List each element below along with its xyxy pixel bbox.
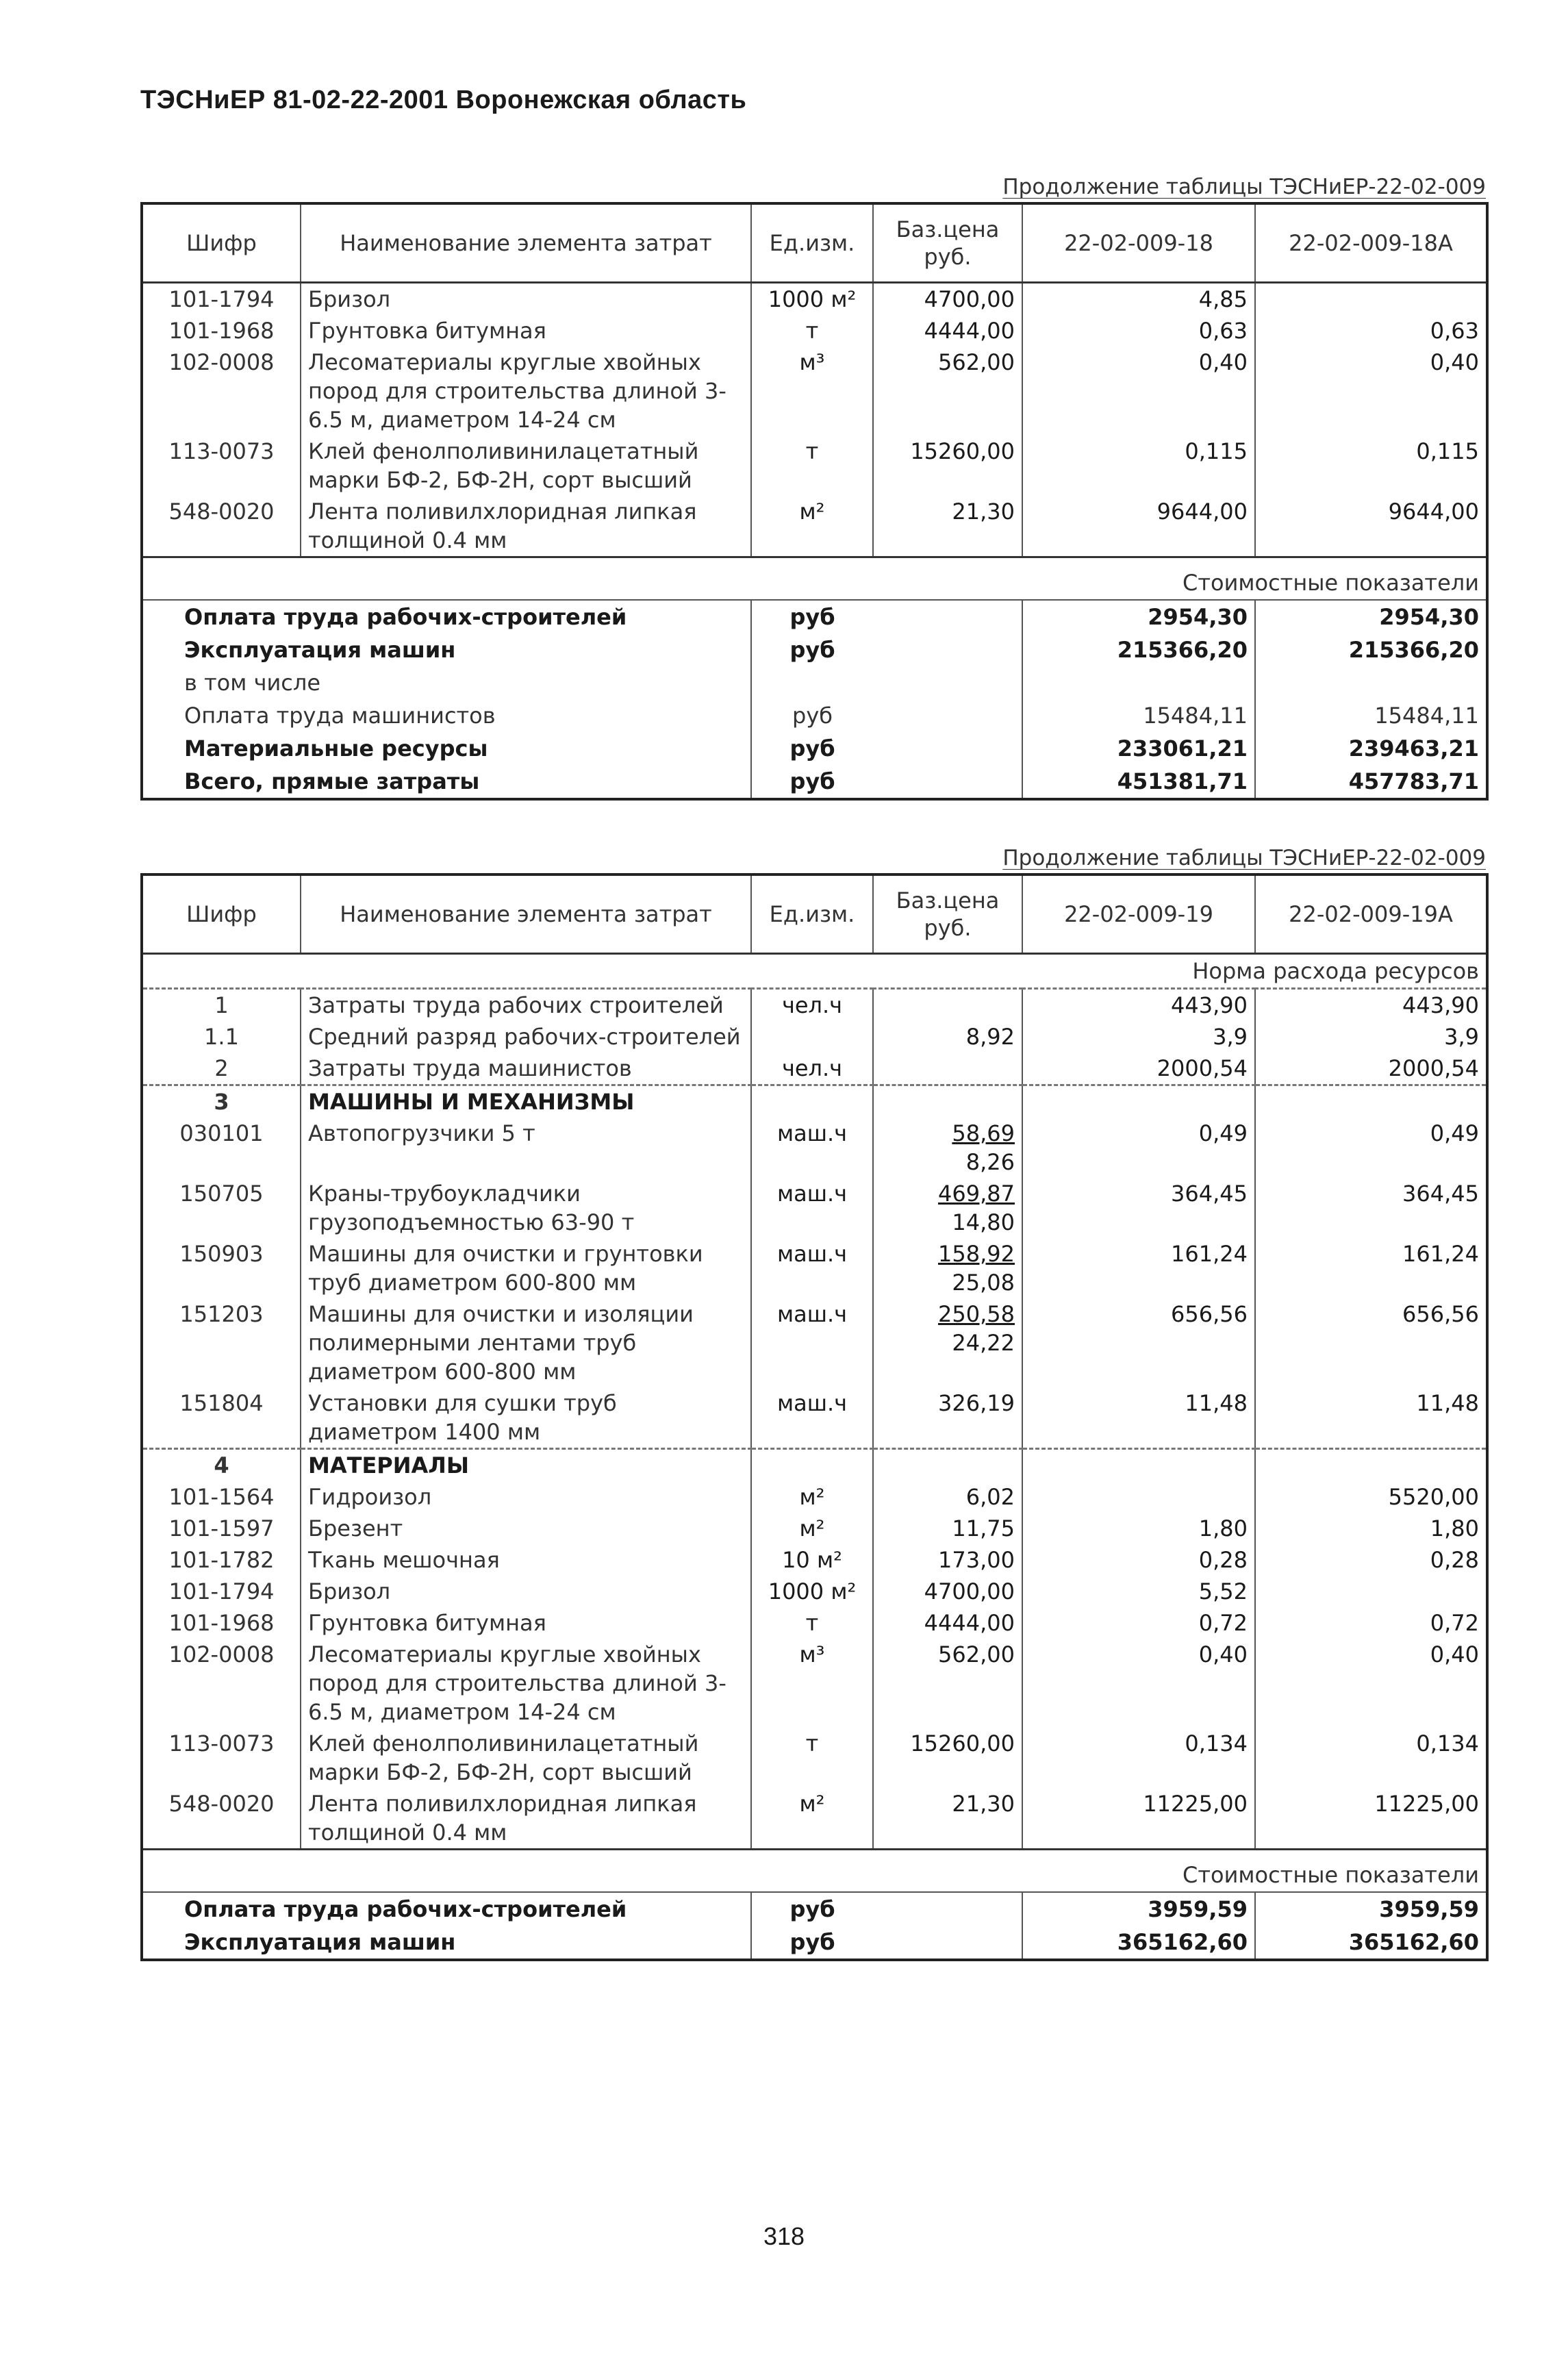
unit-cell: маш.ч [751, 1118, 873, 1178]
unit-cell: м² [751, 1513, 873, 1544]
cost-header: Стоимостные показатели [142, 557, 1487, 601]
value-a-cell: 0,40 [1022, 1639, 1255, 1728]
value-a-cell: 4,85 [1022, 283, 1255, 316]
name-cell: Гидроизол [301, 1481, 751, 1513]
total-value-b: 3959,59 [1379, 1896, 1479, 1922]
machine-row [142, 1118, 1487, 1178]
code-cell: 101-1794 [142, 283, 301, 316]
page-number: 318 [763, 2222, 805, 2250]
name-cell: Клей фенолполивинилацетатный марки БФ-2, БФ-2Н, сорт высший [301, 1728, 751, 1788]
total-row [142, 666, 1487, 699]
total-value-b: 239463,21 [1348, 735, 1479, 761]
unit-cell: 10 м² [751, 1544, 873, 1576]
value-b-cell: 0,134 [1255, 1728, 1487, 1788]
name-cell: Бризол [301, 1576, 751, 1607]
value-b-cell: 161,24 [1255, 1238, 1487, 1298]
name-cell: Лента поливилхлоридная липкая толщиной 0.4 мм [301, 496, 751, 557]
value-b-cell: 11,48 [1255, 1387, 1487, 1449]
norm-header: Норма расхода ресурсов [142, 954, 1487, 989]
price-total: 250,58 [938, 1301, 1015, 1327]
total-empty [873, 1926, 1022, 1960]
value-b-cell [1255, 283, 1487, 316]
price-labor: 24,22 [952, 1330, 1015, 1356]
code-cell: 101-1968 [142, 315, 301, 347]
unit-cell: м³ [751, 347, 873, 436]
section-code: 4 [142, 1449, 301, 1482]
header-name: Наименование элемента затрат [301, 203, 751, 283]
total-value-b: 365162,60 [1348, 1929, 1479, 1955]
code-cell: 101-1794 [142, 1576, 301, 1607]
value-a-cell: 161,24 [1022, 1238, 1255, 1298]
header-price: Баз.цена руб. [873, 874, 1022, 954]
total-row [142, 1892, 1487, 1926]
value-a-cell: 0,63 [1022, 315, 1255, 347]
total-value-a: 451381,71 [1022, 765, 1255, 799]
total-value-b: 457783,71 [1348, 768, 1479, 794]
material-row [142, 315, 1487, 347]
value-a-cell: 11225,00 [1022, 1788, 1255, 1850]
header-col-b: 22-02-009-19А [1255, 874, 1487, 954]
total-unit: руб [751, 699, 873, 732]
header-col-a: 22-02-009-18 [1022, 203, 1255, 283]
price-cell [873, 1118, 1022, 1178]
total-value-a: 365162,60 [1022, 1926, 1255, 1960]
value-a-cell: 656,56 [1022, 1298, 1255, 1387]
machine-row [142, 1387, 1487, 1449]
code-cell: 102-0008 [142, 1639, 301, 1728]
table1-caption: Продолжение таблицы ТЭСНиЕР-22-02-009 [1002, 175, 1486, 199]
price-cell: 4444,00 [873, 315, 1022, 347]
code-cell: 150903 [142, 1238, 301, 1298]
value-a-cell: 443,90 [1022, 989, 1255, 1022]
material-row [142, 1576, 1487, 1607]
machine-row [142, 1238, 1487, 1298]
total-empty [873, 765, 1022, 799]
name-cell: Затраты труда машинистов [301, 1053, 751, 1085]
value-b-cell: 11225,00 [1255, 1788, 1487, 1850]
total-empty [873, 732, 1022, 765]
unit-cell: маш.ч [751, 1298, 873, 1387]
price-total: 158,92 [938, 1241, 1015, 1267]
price-labor: 8,26 [965, 1149, 1015, 1175]
unit-cell: маш.ч [751, 1238, 873, 1298]
table1 [140, 202, 1486, 801]
total-unit: руб [751, 633, 873, 666]
price-cell [873, 1387, 1022, 1449]
price-cell [873, 989, 1022, 1022]
total-empty [873, 600, 1022, 633]
price-cell: 8,92 [873, 1021, 1022, 1053]
name-cell: Затраты труда рабочих строителей [301, 989, 751, 1022]
labor-row [142, 989, 1487, 1022]
total-label: Всего, прямые затраты [184, 768, 480, 794]
value-a-cell: 1,80 [1022, 1513, 1255, 1544]
price-labor: 14,80 [952, 1209, 1015, 1235]
value-b-cell: 0,49 [1255, 1118, 1487, 1178]
section-code: 3 [142, 1085, 301, 1118]
header-shifr: Шифр [142, 874, 301, 954]
value-b-cell: 0,40 [1255, 1639, 1487, 1728]
unit-cell: т [751, 1728, 873, 1788]
unit-cell: т [751, 436, 873, 496]
price-total: 326,19 [938, 1390, 1015, 1416]
code-cell: 101-1968 [142, 1607, 301, 1639]
value-b-cell: 0,63 [1255, 315, 1487, 347]
price-cell: 562,00 [873, 347, 1022, 436]
code-cell: 150705 [142, 1178, 301, 1238]
unit-cell: м² [751, 496, 873, 557]
total-value-a: 3959,59 [1022, 1892, 1255, 1926]
unit-cell: т [751, 1607, 873, 1639]
price-total: 469,87 [938, 1181, 1015, 1207]
labor-row [142, 1021, 1487, 1053]
value-a-cell: 3,9 [1022, 1021, 1255, 1053]
value-b-cell: 364,45 [1255, 1178, 1487, 1238]
value-a-cell: 0,72 [1022, 1607, 1255, 1639]
table1-header-row [142, 203, 1487, 283]
price-cell [873, 1053, 1022, 1085]
value-a-cell: 2000,54 [1022, 1053, 1255, 1085]
price-cell: 4700,00 [873, 283, 1022, 316]
total-value-a: 233061,21 [1022, 732, 1255, 765]
total-row [142, 765, 1487, 799]
price-cell: 6,02 [873, 1481, 1022, 1513]
material-row [142, 283, 1487, 316]
value-b-cell [1255, 1576, 1487, 1607]
name-cell: Автопогрузчики 5 т [301, 1118, 751, 1178]
table2-header-row [142, 874, 1487, 954]
code-cell: 101-1597 [142, 1513, 301, 1544]
unit-cell: 1000 м² [751, 1576, 873, 1607]
total-unit: руб [751, 732, 873, 765]
total-value-a [1022, 666, 1255, 699]
price-cell: 15260,00 [873, 1728, 1022, 1788]
name-cell: Бризол [301, 283, 751, 316]
value-a-cell: 0,28 [1022, 1544, 1255, 1576]
unit-cell: м³ [751, 1639, 873, 1728]
total-label: Оплата труда машинистов [184, 703, 496, 729]
value-b-cell: 443,90 [1255, 989, 1487, 1022]
total-unit: руб [751, 600, 873, 633]
code-cell: 2 [142, 1053, 301, 1085]
price-labor: 25,08 [952, 1270, 1015, 1296]
name-cell: Лента поливилхлоридная липкая толщиной 0.4 мм [301, 1788, 751, 1850]
total-row [142, 1926, 1487, 1960]
section-row-materials [142, 1449, 1487, 1482]
value-b-cell: 2000,54 [1255, 1053, 1487, 1085]
unit-cell: чел.ч [751, 1053, 873, 1085]
material-row [142, 1607, 1487, 1639]
material-row [142, 496, 1487, 557]
code-cell: 548-0020 [142, 1788, 301, 1850]
code-cell: 1.1 [142, 1021, 301, 1053]
material-row [142, 436, 1487, 496]
value-a-cell: 0,134 [1022, 1728, 1255, 1788]
total-value-b: 15484,11 [1374, 703, 1479, 729]
price-total: 58,69 [952, 1120, 1015, 1146]
header-name: Наименование элемента затрат [301, 874, 751, 954]
code-cell: 101-1564 [142, 1481, 301, 1513]
total-unit: руб [751, 1926, 873, 1960]
total-label: Оплата труда рабочих-строителей [184, 1896, 627, 1922]
price-cell: 11,75 [873, 1513, 1022, 1544]
value-a-cell: 0,49 [1022, 1118, 1255, 1178]
code-cell: 113-0073 [142, 1728, 301, 1788]
material-row [142, 1639, 1487, 1728]
cost-header-row [142, 557, 1487, 601]
unit-cell: 1000 м² [751, 283, 873, 316]
table2 [140, 873, 1486, 1961]
cost-header: Стоимостные показатели [142, 1850, 1487, 1893]
price-cell: 4444,00 [873, 1607, 1022, 1639]
labor-row [142, 1053, 1487, 1085]
value-a-cell: 0,40 [1022, 347, 1255, 436]
total-value-a: 2954,30 [1022, 600, 1255, 633]
header-unit: Ед.изм. [751, 874, 873, 954]
price-cell: 562,00 [873, 1639, 1022, 1728]
total-row [142, 633, 1487, 666]
value-b-cell: 656,56 [1255, 1298, 1487, 1387]
code-cell: 113-0073 [142, 436, 301, 496]
total-row [142, 732, 1487, 765]
material-row [142, 1788, 1487, 1850]
price-cell [873, 1298, 1022, 1387]
total-value-b: 215366,20 [1348, 637, 1479, 663]
unit-cell: м² [751, 1788, 873, 1850]
name-cell: Грунтовка битумная [301, 315, 751, 347]
name-cell: Машины для очистки и изоляции полимерными лентами труб диаметром 600-800 мм [301, 1298, 751, 1387]
total-empty [873, 633, 1022, 666]
total-empty [873, 666, 1022, 699]
name-cell: Машины для очистки и грунтовки труб диаметром 600-800 мм [301, 1238, 751, 1298]
unit-cell: маш.ч [751, 1178, 873, 1238]
price-cell: 15260,00 [873, 436, 1022, 496]
total-value-a: 215366,20 [1022, 633, 1255, 666]
total-row [142, 600, 1487, 633]
value-a-cell: 0,115 [1022, 436, 1255, 496]
total-label: Оплата труда рабочих-строителей [184, 604, 627, 630]
value-b-cell: 5520,00 [1255, 1481, 1487, 1513]
value-a-cell: 5,52 [1022, 1576, 1255, 1607]
name-cell: Грунтовка битумная [301, 1607, 751, 1639]
code-cell: 548-0020 [142, 496, 301, 557]
name-cell: Лесоматериалы круглые хвойных пород для строительства длиной 3-6.5 м, диаметром 14-24 см [301, 1639, 751, 1728]
code-cell: 1 [142, 989, 301, 1022]
section-title: МАТЕРИАЛЫ [301, 1449, 751, 1482]
section-title: МАШИНЫ И МЕХАНИЗМЫ [301, 1085, 751, 1118]
name-cell: Установки для сушки труб диаметром 1400 мм [301, 1387, 751, 1449]
unit-cell: т [751, 315, 873, 347]
machine-row [142, 1298, 1487, 1387]
name-cell: Средний разряд рабочих-строителей [301, 1021, 751, 1053]
code-cell: 151804 [142, 1387, 301, 1449]
total-label: Эксплуатация машин [184, 637, 456, 663]
price-cell: 21,30 [873, 1788, 1022, 1850]
material-row [142, 1513, 1487, 1544]
code-cell: 102-0008 [142, 347, 301, 436]
unit-cell: маш.ч [751, 1387, 873, 1449]
value-a-cell: 9644,00 [1022, 496, 1255, 557]
total-unit: руб [751, 1892, 873, 1926]
unit-cell: чел.ч [751, 989, 873, 1022]
section-row-machines [142, 1085, 1487, 1118]
value-b-cell: 0,72 [1255, 1607, 1487, 1639]
header-shifr: Шифр [142, 203, 301, 283]
price-cell [873, 1238, 1022, 1298]
value-a-cell: 11,48 [1022, 1387, 1255, 1449]
name-cell: Клей фенолполивинилацетатный марки БФ-2, БФ-2Н, сорт высший [301, 436, 751, 496]
code-cell: 151203 [142, 1298, 301, 1387]
name-cell: Ткань мешочная [301, 1544, 751, 1576]
value-a-cell: 364,45 [1022, 1178, 1255, 1238]
value-b-cell: 0,28 [1255, 1544, 1487, 1576]
header-price: Баз.цена руб. [873, 203, 1022, 283]
cost-header-row [142, 1850, 1487, 1893]
value-a-cell [1022, 1481, 1255, 1513]
code-cell: 101-1782 [142, 1544, 301, 1576]
total-empty [873, 1892, 1022, 1926]
price-cell: 21,30 [873, 496, 1022, 557]
value-b-cell: 0,115 [1255, 436, 1487, 496]
material-row [142, 1481, 1487, 1513]
total-label: Эксплуатация машин [184, 1929, 456, 1955]
total-value-a: 15484,11 [1022, 699, 1255, 732]
total-empty [873, 699, 1022, 732]
material-row [142, 1544, 1487, 1576]
header-col-a: 22-02-009-19 [1022, 874, 1255, 954]
value-b-cell: 0,40 [1255, 347, 1487, 436]
header-unit: Ед.изм. [751, 203, 873, 283]
unit-cell [751, 1021, 873, 1053]
value-b-cell: 3,9 [1255, 1021, 1487, 1053]
value-b-cell: 9644,00 [1255, 496, 1487, 557]
total-value-b: 2954,30 [1379, 604, 1479, 630]
unit-cell: м² [751, 1481, 873, 1513]
price-cell: 173,00 [873, 1544, 1022, 1576]
total-row [142, 699, 1487, 732]
table2-caption: Продолжение таблицы ТЭСНиЕР-22-02-009 [1002, 846, 1486, 870]
norm-header-row [142, 954, 1487, 989]
page-title: ТЭСНиЕР 81-02-22-2001 Воронежская область [140, 86, 747, 114]
header-col-b: 22-02-009-18А [1255, 203, 1487, 283]
material-row [142, 347, 1487, 436]
value-b-cell: 1,80 [1255, 1513, 1487, 1544]
name-cell: Краны-трубоукладчики грузоподъемностью 63-90 т [301, 1178, 751, 1238]
name-cell: Лесоматериалы круглые хвойных пород для строительства длиной 3-6.5 м, диаметром 14-24 см [301, 347, 751, 436]
total-unit: руб [751, 765, 873, 799]
material-row [142, 1728, 1487, 1788]
total-unit [751, 666, 873, 699]
total-label: Материальные ресурсы [184, 735, 488, 761]
name-cell: Брезент [301, 1513, 751, 1544]
total-label: в том числе [184, 670, 320, 696]
total-value-b [1255, 666, 1487, 699]
price-cell: 4700,00 [873, 1576, 1022, 1607]
machine-row [142, 1178, 1487, 1238]
code-cell: 030101 [142, 1118, 301, 1178]
price-cell [873, 1178, 1022, 1238]
